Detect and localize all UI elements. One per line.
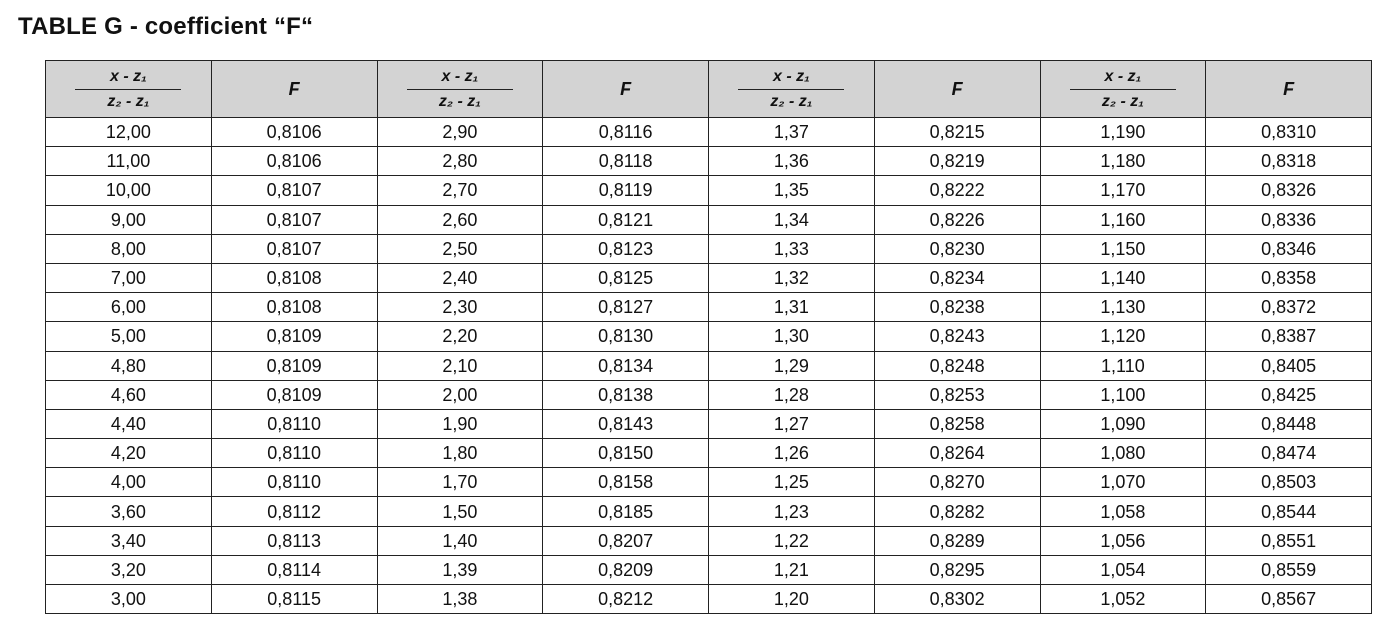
f-header: F [543,61,709,118]
ratio-cell: 1,21 [709,555,875,584]
f-value-cell: 0,8150 [543,439,709,468]
f-value-cell: 0,8119 [543,176,709,205]
f-value-cell: 0,8310 [1206,118,1372,147]
f-value-cell: 0,8318 [1206,147,1372,176]
ratio-cell: 1,20 [709,585,875,614]
ratio-cell: 7,00 [46,263,212,292]
f-value-cell: 0,8289 [874,526,1040,555]
table-row [46,526,1372,555]
ratio-header [377,61,543,118]
f-value-cell: 0,8110 [211,439,377,468]
f-value-cell: 0,8110 [211,468,377,497]
ratio-cell: 1,23 [709,497,875,526]
f-value-cell: 0,8109 [211,380,377,409]
table-row [46,147,1372,176]
ratio-cell: 11,00 [46,147,212,176]
ratio-cell: 2,10 [377,351,543,380]
ratio-cell: 1,140 [1040,263,1206,292]
f-value-cell: 0,8264 [874,439,1040,468]
f-value-cell: 0,8567 [1206,585,1372,614]
f-value-cell: 0,8112 [211,497,377,526]
ratio-fraction [407,67,513,112]
ratio-cell: 1,32 [709,263,875,292]
ratio-cell: 3,20 [46,555,212,584]
ratio-cell: 4,60 [46,380,212,409]
f-value-cell: 0,8559 [1206,555,1372,584]
f-value-cell: 0,8158 [543,468,709,497]
f-value-cell: 0,8346 [1206,234,1372,263]
ratio-cell: 1,058 [1040,497,1206,526]
f-header: F [874,61,1040,118]
ratio-denominator: z₂ - z₁ [107,92,150,110]
ratio-cell: 4,40 [46,409,212,438]
ratio-cell: 1,70 [377,468,543,497]
f-value-cell: 0,8138 [543,380,709,409]
ratio-cell: 1,160 [1040,205,1206,234]
ratio-cell: 4,00 [46,468,212,497]
f-value-cell: 0,8123 [543,234,709,263]
f-header: F [211,61,377,118]
f-value-cell: 0,8109 [211,351,377,380]
ratio-cell: 1,80 [377,439,543,468]
ratio-cell: 6,00 [46,293,212,322]
table-row [46,176,1372,205]
table-row [46,585,1372,614]
ratio-fraction [75,67,181,112]
ratio-denominator: z₂ - z₁ [1101,92,1144,110]
f-value-cell: 0,8212 [543,585,709,614]
ratio-cell: 1,110 [1040,351,1206,380]
f-value-cell: 0,8215 [874,118,1040,147]
ratio-fraction [1070,67,1176,112]
f-value-cell: 0,8474 [1206,439,1372,468]
ratio-header [1040,61,1206,118]
f-value-cell: 0,8551 [1206,526,1372,555]
table-row [46,439,1372,468]
f-value-cell: 0,8143 [543,409,709,438]
ratio-fraction [738,67,844,112]
ratio-numerator: x - z₁ [738,67,844,90]
ratio-cell: 2,00 [377,380,543,409]
f-value-cell: 0,8134 [543,351,709,380]
f-value-cell: 0,8230 [874,234,1040,263]
f-value-cell: 0,8258 [874,409,1040,438]
f-value-cell: 0,8116 [543,118,709,147]
f-value-cell: 0,8336 [1206,205,1372,234]
ratio-cell: 1,30 [709,322,875,351]
f-value-cell: 0,8207 [543,526,709,555]
f-value-cell: 0,8270 [874,468,1040,497]
ratio-cell: 8,00 [46,234,212,263]
ratio-cell: 2,20 [377,322,543,351]
f-value-cell: 0,8372 [1206,293,1372,322]
f-value-cell: 0,8209 [543,555,709,584]
ratio-cell: 1,070 [1040,468,1206,497]
ratio-cell: 1,34 [709,205,875,234]
f-value-cell: 0,8405 [1206,351,1372,380]
ratio-cell: 1,28 [709,380,875,409]
f-value-cell: 0,8238 [874,293,1040,322]
f-value-cell: 0,8107 [211,234,377,263]
table-row [46,380,1372,409]
f-value-cell: 0,8448 [1206,409,1372,438]
ratio-cell: 1,054 [1040,555,1206,584]
f-value-cell: 0,8121 [543,205,709,234]
ratio-cell: 10,00 [46,176,212,205]
f-value-cell: 0,8234 [874,263,1040,292]
coefficient-table [45,60,1372,614]
ratio-cell: 1,35 [709,176,875,205]
ratio-cell: 4,20 [46,439,212,468]
ratio-cell: 1,22 [709,526,875,555]
table-row [46,263,1372,292]
f-value-cell: 0,8248 [874,351,1040,380]
ratio-cell: 1,052 [1040,585,1206,614]
ratio-cell: 2,40 [377,263,543,292]
ratio-cell: 1,056 [1040,526,1206,555]
ratio-cell: 1,190 [1040,118,1206,147]
header-row [46,61,1372,118]
f-value-cell: 0,8108 [211,293,377,322]
f-value-cell: 0,8243 [874,322,1040,351]
ratio-cell: 1,31 [709,293,875,322]
ratio-denominator: z₂ - z₁ [438,92,481,110]
table-row [46,468,1372,497]
f-value-cell: 0,8118 [543,147,709,176]
ratio-cell: 1,40 [377,526,543,555]
f-value-cell: 0,8130 [543,322,709,351]
f-value-cell: 0,8253 [874,380,1040,409]
page-title: TABLE G - coefficient “F“ [18,13,314,40]
f-value-cell: 0,8108 [211,263,377,292]
table-row [46,555,1372,584]
ratio-cell: 1,090 [1040,409,1206,438]
ratio-cell: 1,36 [709,147,875,176]
f-value-cell: 0,8326 [1206,176,1372,205]
table-row [46,351,1372,380]
f-value-cell: 0,8503 [1206,468,1372,497]
f-value-cell: 0,8302 [874,585,1040,614]
f-value-cell: 0,8109 [211,322,377,351]
ratio-numerator: x - z₁ [75,67,181,90]
table-row [46,293,1372,322]
f-value-cell: 0,8222 [874,176,1040,205]
ratio-cell: 2,90 [377,118,543,147]
ratio-cell: 2,80 [377,147,543,176]
f-value-cell: 0,8107 [211,176,377,205]
f-header: F [1206,61,1372,118]
ratio-cell: 2,50 [377,234,543,263]
f-value-cell: 0,8106 [211,118,377,147]
f-value-cell: 0,8219 [874,147,1040,176]
f-value-cell: 0,8115 [211,585,377,614]
ratio-cell: 1,120 [1040,322,1206,351]
ratio-cell: 1,27 [709,409,875,438]
table-row [46,205,1372,234]
ratio-cell: 2,70 [377,176,543,205]
table-row [46,322,1372,351]
f-value-cell: 0,8295 [874,555,1040,584]
ratio-cell: 1,25 [709,468,875,497]
f-value-cell: 0,8125 [543,263,709,292]
f-value-cell: 0,8110 [211,409,377,438]
ratio-header [709,61,875,118]
ratio-cell: 2,60 [377,205,543,234]
ratio-cell: 1,180 [1040,147,1206,176]
table-row [46,234,1372,263]
ratio-cell: 1,29 [709,351,875,380]
ratio-cell: 1,080 [1040,439,1206,468]
ratio-cell: 1,50 [377,497,543,526]
table-body [46,118,1372,614]
ratio-cell: 1,90 [377,409,543,438]
f-value-cell: 0,8185 [543,497,709,526]
f-value-cell: 0,8106 [211,147,377,176]
ratio-cell: 1,26 [709,439,875,468]
ratio-cell: 1,38 [377,585,543,614]
f-value-cell: 0,8107 [211,205,377,234]
f-value-cell: 0,8387 [1206,322,1372,351]
table-row [46,118,1372,147]
f-value-cell: 0,8358 [1206,263,1372,292]
table-row [46,409,1372,438]
f-value-cell: 0,8544 [1206,497,1372,526]
ratio-cell: 9,00 [46,205,212,234]
f-value-cell: 0,8113 [211,526,377,555]
ratio-cell: 1,33 [709,234,875,263]
ratio-numerator: x - z₁ [1070,67,1176,90]
table-row [46,497,1372,526]
ratio-cell: 1,170 [1040,176,1206,205]
ratio-cell: 3,40 [46,526,212,555]
ratio-header [46,61,212,118]
f-value-cell: 0,8425 [1206,380,1372,409]
ratio-cell: 12,00 [46,118,212,147]
ratio-denominator: z₂ - z₁ [770,92,813,110]
f-value-cell: 0,8226 [874,205,1040,234]
ratio-cell: 2,30 [377,293,543,322]
f-value-cell: 0,8282 [874,497,1040,526]
ratio-cell: 5,00 [46,322,212,351]
ratio-cell: 1,37 [709,118,875,147]
ratio-numerator: x - z₁ [407,67,513,90]
ratio-cell: 4,80 [46,351,212,380]
ratio-cell: 3,00 [46,585,212,614]
ratio-cell: 3,60 [46,497,212,526]
ratio-cell: 1,130 [1040,293,1206,322]
ratio-cell: 1,100 [1040,380,1206,409]
ratio-cell: 1,150 [1040,234,1206,263]
f-value-cell: 0,8114 [211,555,377,584]
ratio-cell: 1,39 [377,555,543,584]
f-value-cell: 0,8127 [543,293,709,322]
